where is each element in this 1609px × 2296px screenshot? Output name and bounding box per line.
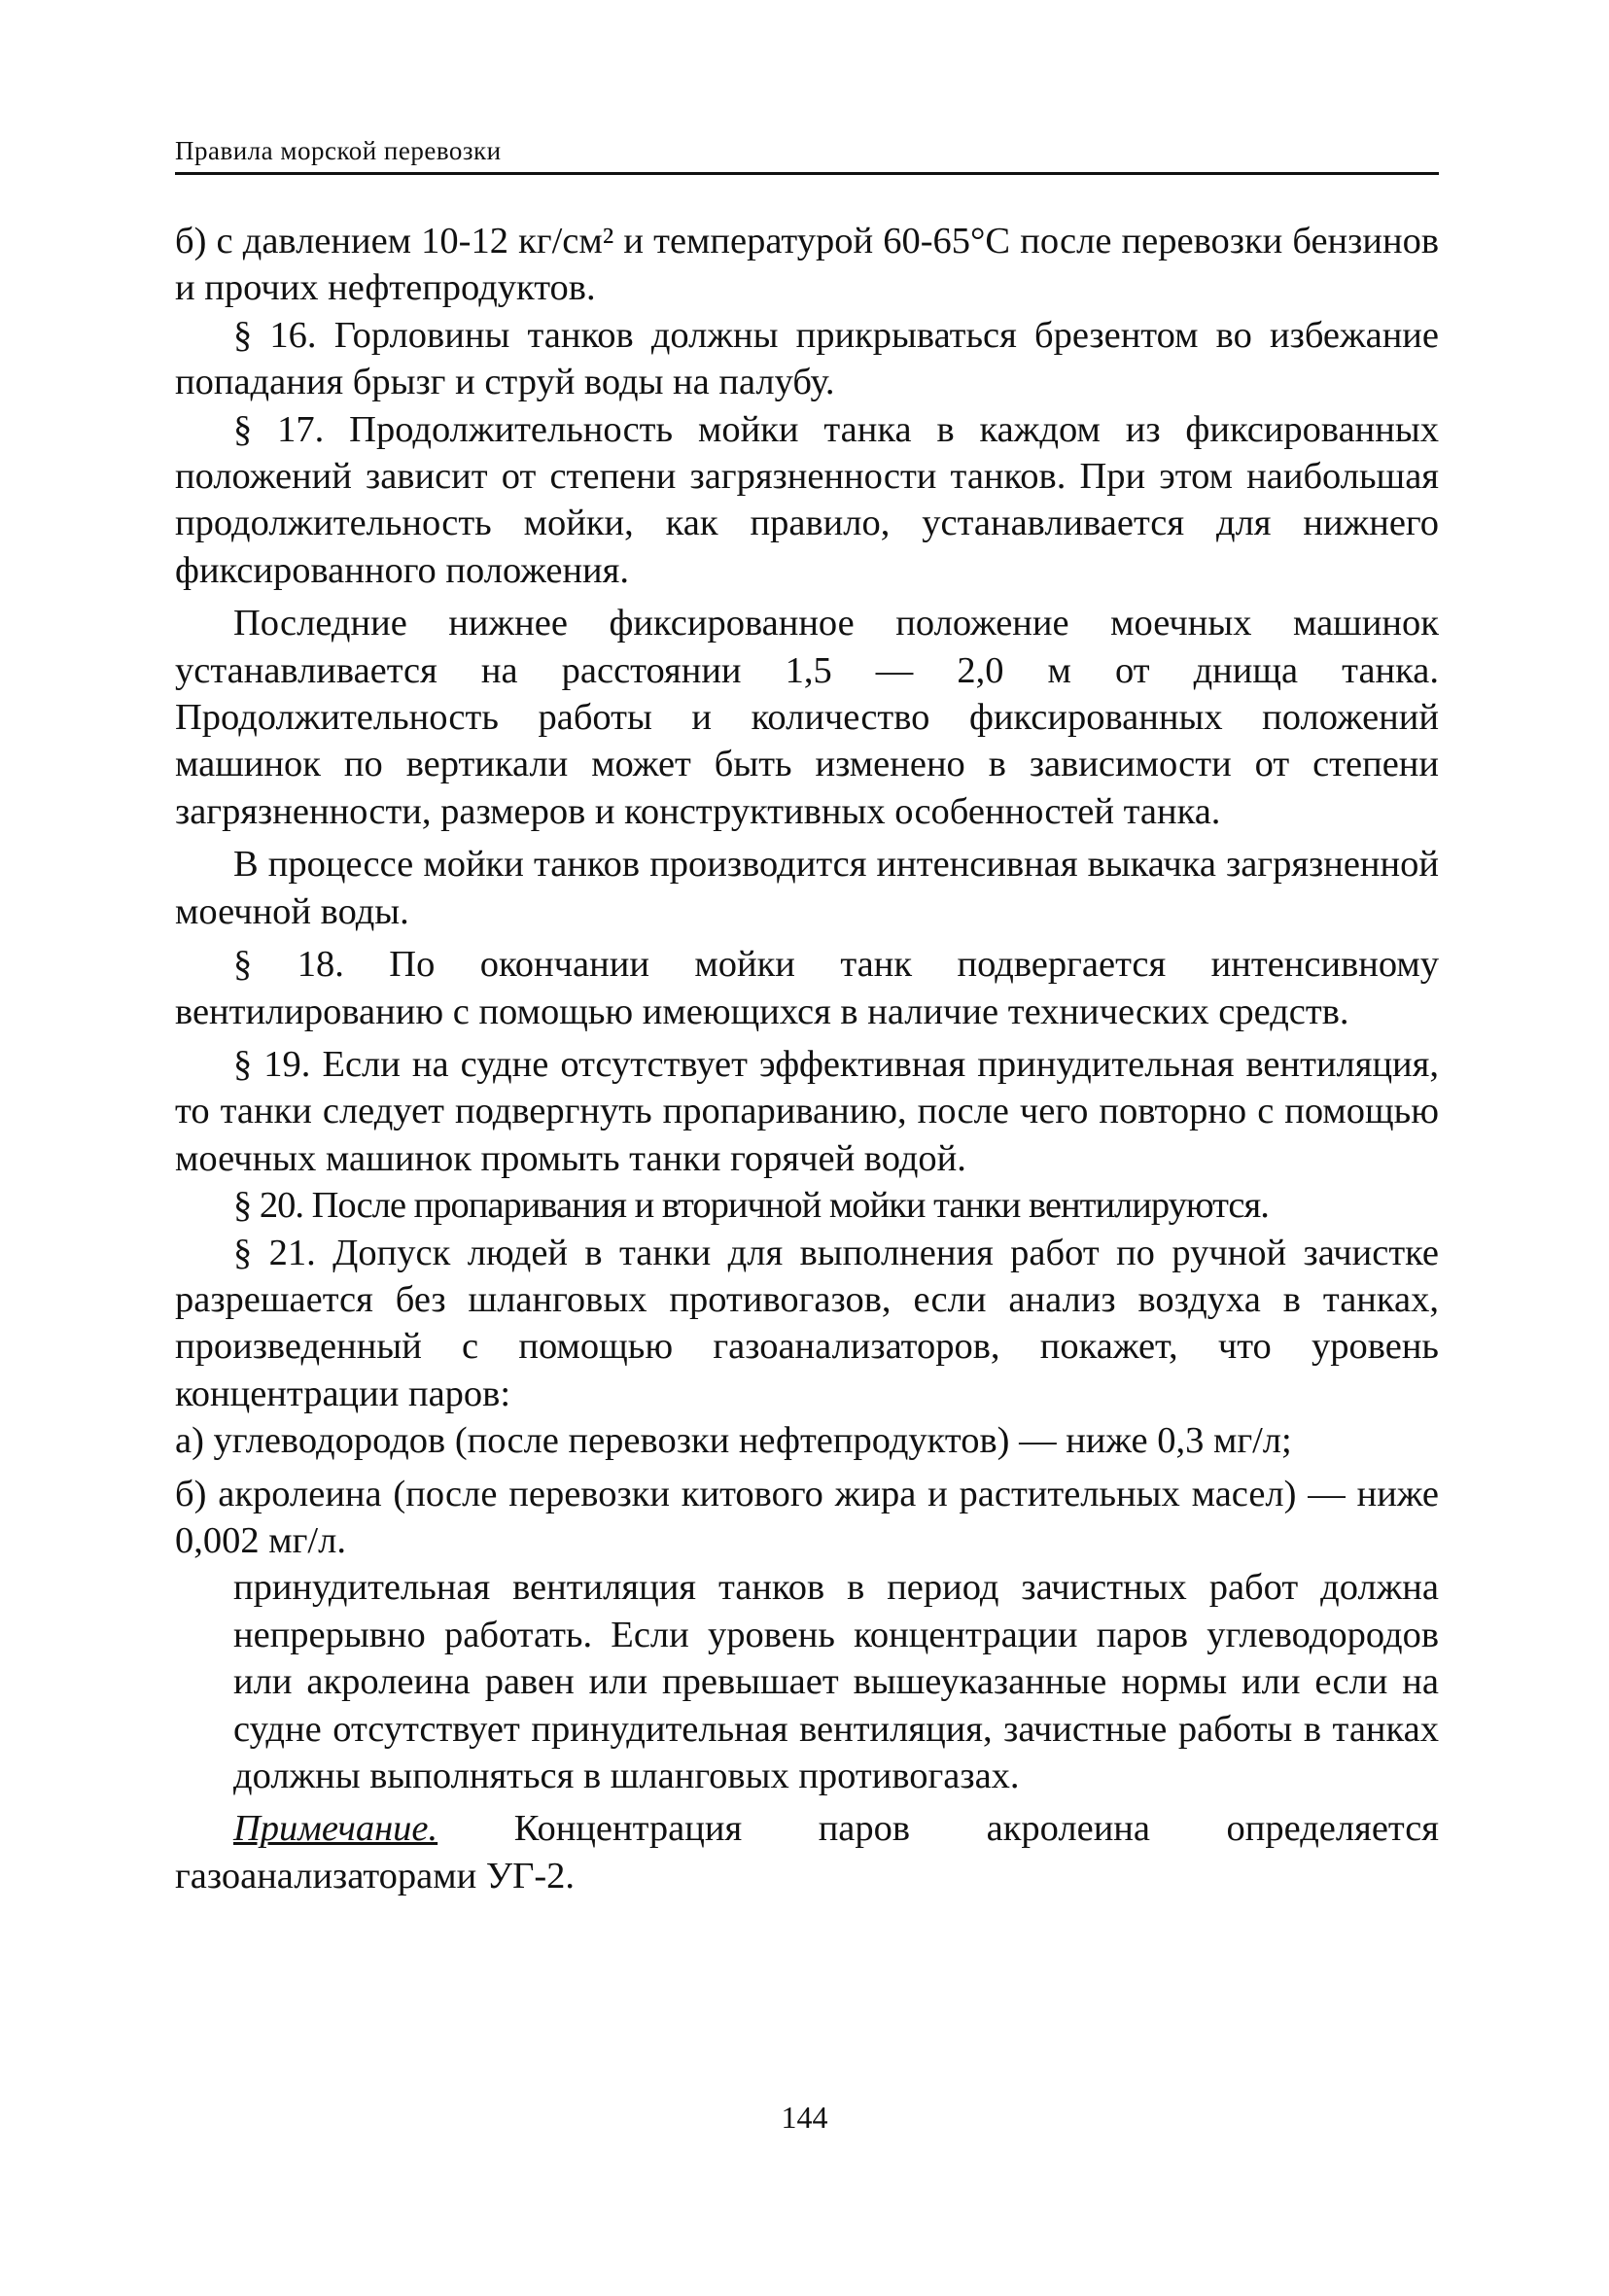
- document-page: [175, 136, 1439, 1899]
- running-header: Правила морской перевозки: [175, 136, 1439, 175]
- paragraph-pumping: В процессе мойки танков производится интенсивная выкачка загрязненной моечной воды.: [175, 844, 1439, 932]
- paragraph-section-18: § 18. По окончании мойки танк подвергается интенсивному вентилированию с помощью имеющихся в наличие технических средств.: [175, 944, 1439, 1032]
- page-number: 144: [781, 2100, 828, 2135]
- paragraph-section-20: § 20. После пропаривания и вторичной мойки танки вентилируются.: [233, 1185, 1269, 1227]
- body-text: [175, 218, 1439, 1899]
- note-paragraph: [175, 1805, 1439, 1899]
- list-item-b-acrolein: б) акролеина (после перевозки китового жира и растительных масел) — ниже 0,002 мг/л.: [175, 1473, 1439, 1561]
- note-label: Примечание.: [233, 1808, 438, 1850]
- list-item-a-hydrocarbons: а) углеводородов (после перевозки нефтепродуктов) — ниже 0,3 мг/л;: [175, 1420, 1292, 1462]
- paragraph-item-b-pressure: б) с давлением 10-12 кг/см² и температурой 60-65°С после перевозки бензинов и прочих нефтепродуктов.: [175, 221, 1439, 309]
- paragraph-section-21: § 21. Допуск людей в танки для выполнения работ по ручной зачистке разрешается без шланговых противогазов, если анализ воздуха в танках, произведенный с помощью газоанализаторов, покажет, что уровень концентрации паров:: [175, 1232, 1439, 1414]
- note-text: Концентрация паров акролеина определяется газоанализаторами УГ-2.: [175, 1808, 1439, 1896]
- paragraph-section-16: § 16. Горловины танков должны прикрываться брезентом во избежание попадания брызг и струй воды на палубу.: [175, 314, 1439, 403]
- paragraph-section-17: § 17. Продолжительность мойки танка в каждом из фиксированных положений зависит от степени загрязненности танков. При этом наибольшая продолжительность мойки, как правило, устанавливается для нижнего фиксированного положения.: [175, 408, 1439, 591]
- paragraph-lower-position: Последние нижнее фиксированное положение моечных машинок устанавливается на расстоянии 1,5 — 2,0 м от днища танка. Продолжительность работы и количество фиксированных положений машинок по вертикали может быть изменено в зависимости от степени загрязненности, размеров и конструктивных особенностей танка.: [175, 603, 1439, 832]
- paragraph-section-19: § 19. Если на судне отсутствует эффективная принудительная вентиляция, то танки следует подвергнуть пропариванию, после чего повторно с помощью моечных машинок промыть танки горячей водой.: [175, 1043, 1439, 1179]
- paragraph-forced-ventilation: принудительная вентиляция танков в период зачистных работ должна непрерывно работать. Если уровень концентрации паров углеводородов или акролеина равен или превышает вышеуказанные нормы или если на судне отсутствует принудительная вентиляция, зачистные работы в танках должны выполняться в шланговых противогазах.: [233, 1567, 1439, 1796]
